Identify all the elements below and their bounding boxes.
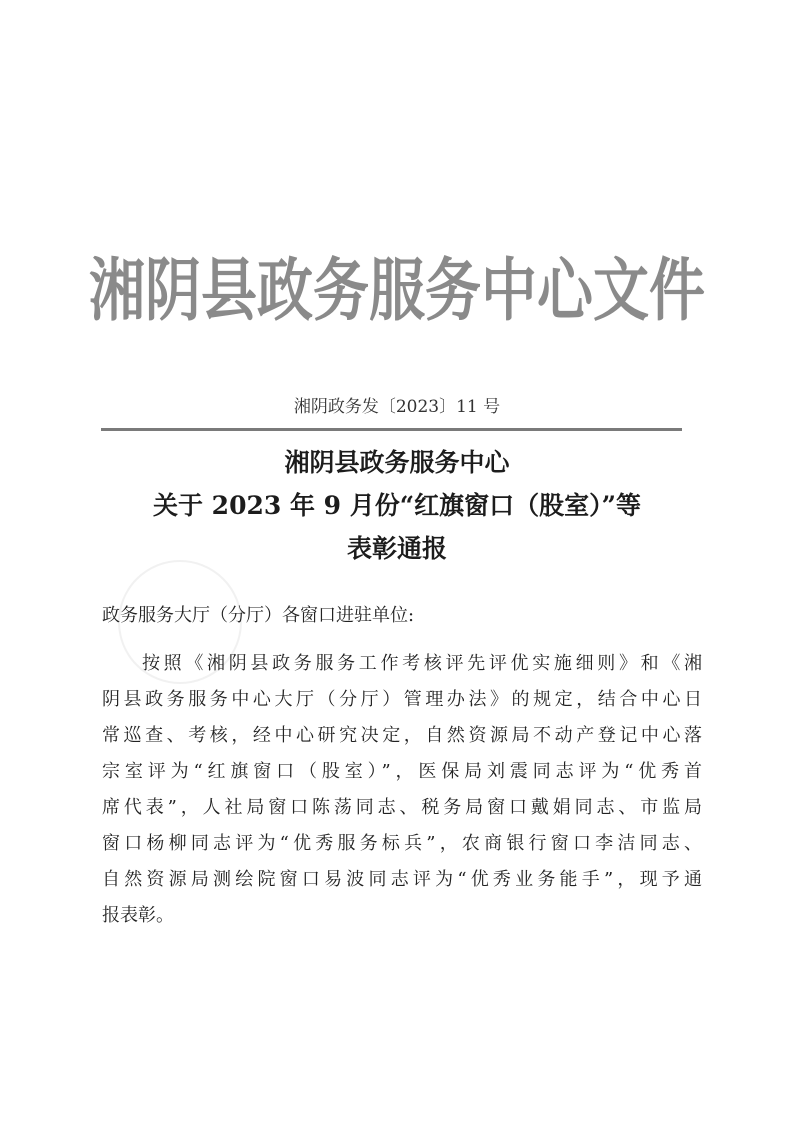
body-line: 席代表”，人社局窗口陈荡同志、税务局窗口戴娟同志、市监局: [102, 797, 702, 818]
body-line: 常巡查、考核，经中心研究决定，自然资源局不动产登记中心落: [102, 725, 702, 746]
body-line: 自然资源局测绘院窗口易波同志评为“优秀业务能手”，现予通: [102, 869, 702, 890]
document-number: 湘阴政务发〔2023〕11 号: [293, 397, 501, 417]
body-line: 按照《湘阴县政务服务工作考核评先评优实施细则》和《湘: [142, 653, 702, 674]
notice-title-line-3: 表彰通报: [346, 534, 447, 563]
header-divider-line: [101, 428, 682, 431]
notice-title-line-1: 湘阴县政务服务中心: [284, 448, 510, 477]
body-line: 报表彰。: [102, 905, 174, 926]
notice-title-line-2: 关于 2023 年 9 月份“红旗窗口（股室）”等: [152, 491, 642, 520]
notice-body: [102, 646, 702, 934]
notice-title: [60, 441, 734, 570]
document-header-title: 湘阴县政务服务中心文件: [89, 251, 705, 332]
body-line: 宗室评为“红旗窗口（股室）”，医保局刘震同志评为“优秀首: [102, 761, 702, 782]
body-line: 窗口杨柳同志评为“优秀服务标兵”，农商银行窗口李洁同志、: [102, 833, 702, 854]
body-line: 阴县政务服务中心大厅（分厅）管理办法》的规定，结合中心日: [102, 689, 702, 710]
addressee-line: 政务服务大厅（分厅）各窗口进驻单位:: [102, 605, 415, 626]
